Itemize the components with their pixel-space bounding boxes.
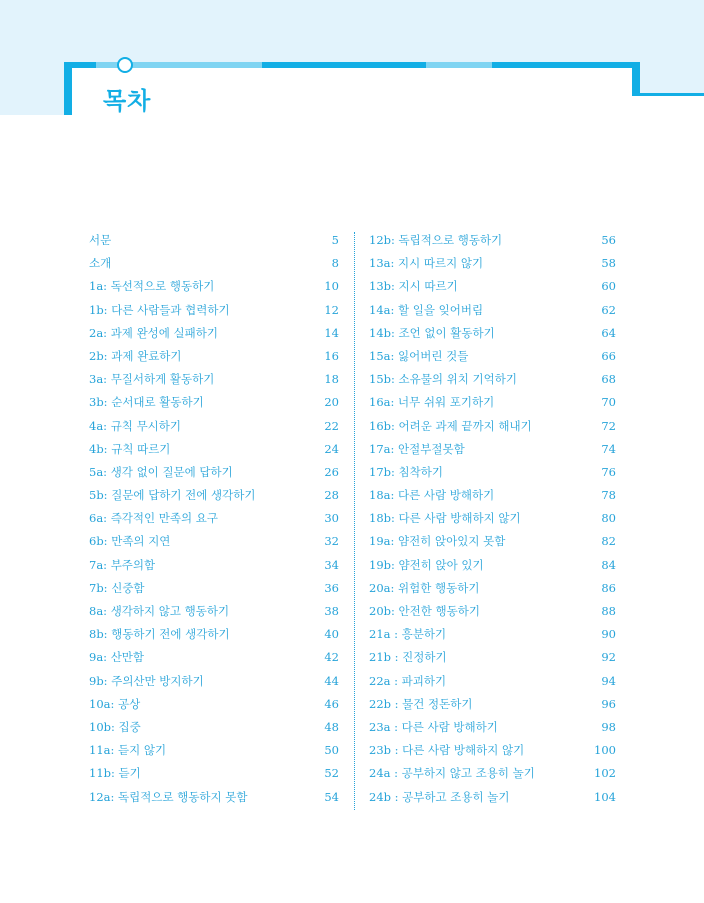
toc-entry-page-number: 24: [324, 441, 339, 456]
toc-entry-page-number: 102: [594, 766, 616, 781]
toc-entry[interactable]: [369, 368, 616, 391]
toc-entry[interactable]: [369, 252, 616, 275]
toc-entry-label: 5b: 질문에 답하기 전에 생각하기: [89, 488, 256, 503]
toc-entry-label: 9a: 산만함: [89, 650, 145, 665]
toc-entry-page-number: 44: [324, 673, 339, 688]
toc-entry-label: 14b: 조언 없이 활동하기: [369, 325, 495, 340]
toc-entry[interactable]: [89, 391, 339, 414]
toc-entry-page-number: 104: [594, 789, 616, 804]
toc-entry-label: 16b: 어려운 과제 끝까지 해내기: [369, 418, 532, 433]
toc-entry[interactable]: [89, 739, 339, 762]
toc-entry[interactable]: [89, 693, 339, 716]
header-frame-left-bar: [64, 62, 72, 115]
toc-entry-page-number: 34: [324, 557, 339, 572]
toc-entry-label: 16a: 너무 쉬워 포기하기: [369, 395, 495, 410]
toc-entry-label: 2a: 과제 완성에 실패하기: [89, 325, 218, 340]
toc-entry-label: 13b: 지시 따르기: [369, 279, 458, 294]
toc-entry[interactable]: [369, 554, 616, 577]
toc-entry-page-number: 28: [324, 488, 339, 503]
toc-entry-label: 7a: 부주의함: [89, 557, 156, 572]
toc-entry-page-number: 74: [601, 441, 616, 456]
toc-entry-label: 12a: 독립적으로 행동하지 못함: [89, 789, 248, 804]
toc-entry[interactable]: [89, 530, 339, 553]
toc-entry[interactable]: [89, 322, 339, 345]
toc-entry-page-number: 82: [601, 534, 616, 549]
toc-entry-page-number: 12: [324, 302, 339, 317]
header-frame-top-bar: [64, 62, 640, 68]
toc-entry[interactable]: [369, 762, 616, 785]
toc-entry[interactable]: [89, 368, 339, 391]
toc-entry-label: 서문: [89, 233, 112, 247]
toc-entry-label: 22b : 물건 정돈하기: [369, 696, 473, 711]
toc-entry[interactable]: [369, 623, 616, 646]
toc-entry[interactable]: [89, 670, 339, 693]
toc-entry[interactable]: [369, 461, 616, 484]
toc-entry-page-number: 58: [601, 256, 616, 271]
toc-entry[interactable]: [369, 739, 616, 762]
toc-entry-label: 15a: 잃어버린 것들: [369, 348, 469, 363]
toc-entry-label: 21b : 진정하기: [369, 650, 447, 665]
toc-entry-label: 소개: [89, 256, 112, 271]
toc-entry[interactable]: [369, 484, 616, 507]
toc-entry-page-number: 96: [601, 696, 616, 711]
toc-entry-label: 13a: 지시 따르지 않기: [369, 256, 484, 271]
toc-entry-label: 2b: 과제 완료하기: [89, 348, 182, 363]
toc-entry[interactable]: [369, 299, 616, 322]
toc-entry-label: 20a: 위험한 행동하기: [369, 580, 480, 595]
toc-entry[interactable]: [369, 600, 616, 623]
toc-entry[interactable]: [369, 322, 616, 345]
toc-entry[interactable]: [89, 577, 339, 600]
toc-entry-label: 24a : 공부하지 않고 조용히 놀기: [369, 766, 535, 781]
toc-entry-page-number: 54: [324, 789, 339, 804]
toc-entry[interactable]: [89, 762, 339, 785]
toc-entry[interactable]: [89, 461, 339, 484]
toc-entry-label: 7b: 신중함: [89, 580, 145, 595]
toc-entry-label: 12b: 독립적으로 행동하기: [369, 233, 503, 247]
toc-entry-page-number: 20: [324, 395, 339, 410]
toc-entry[interactable]: [369, 646, 616, 669]
toc-entry-label: 19b: 얌전히 앉아 있기: [369, 557, 484, 572]
toc-entry[interactable]: [89, 415, 339, 438]
toc-entry-page-number: 88: [601, 604, 616, 618]
toc-entry-page-number: 36: [324, 580, 339, 595]
toc-entry-page-number: 80: [601, 511, 616, 526]
toc-entry-page-number: 22: [324, 418, 339, 433]
toc-entry[interactable]: [369, 786, 616, 809]
toc-entry[interactable]: [89, 345, 339, 368]
toc-entry-label: 23a : 다른 사람 방해하기: [369, 719, 498, 734]
toc-entry[interactable]: [89, 299, 339, 322]
toc-entry-page-number: 98: [601, 719, 616, 734]
toc-entry-page-number: 32: [324, 534, 339, 549]
toc-entry-label: 8b: 행동하기 전에 생각하기: [89, 627, 230, 642]
header-bar-light-segment: [426, 62, 492, 68]
toc-entry-label: 17a: 안절부절못함: [369, 441, 465, 456]
toc-entry[interactable]: [369, 693, 616, 716]
toc-entry-page-number: 50: [324, 743, 339, 758]
toc-entry-label: 24b : 공부하고 조용히 놀기: [369, 789, 510, 804]
toc-entry-label: 3a: 무질서하게 활동하기: [89, 372, 215, 387]
toc-entry-page-number: 14: [324, 325, 339, 340]
toc-entry-page-number: 26: [324, 464, 339, 479]
toc-entry-label: 4b: 규칙 따르기: [89, 441, 171, 456]
toc-entry[interactable]: [89, 275, 339, 298]
toc-entry-page-number: 52: [324, 766, 339, 781]
toc-entry[interactable]: [369, 345, 616, 368]
toc-entry-label: 11a: 듣지 않기: [89, 743, 167, 758]
toc-entry-label: 1b: 다른 사람들과 협력하기: [89, 302, 230, 317]
toc-entry-page-number: 94: [601, 673, 616, 688]
toc-entry-label: 18b: 다른 사람 방해하지 않기: [369, 511, 521, 526]
toc-entry-page-number: 60: [601, 279, 616, 294]
toc-entry-label: 11b: 듣기: [89, 766, 141, 781]
toc-entry-label: 18a: 다른 사람 방해하기: [369, 488, 495, 503]
toc-entry-page-number: 76: [601, 464, 616, 479]
toc-entry-page-number: 16: [324, 348, 339, 363]
toc-entry-label: 9b: 주의산만 방지하기: [89, 673, 204, 688]
toc-entry-page-number: 30: [324, 511, 339, 526]
toc-entry-page-number: 72: [601, 418, 616, 433]
toc-entry-page-number: 90: [601, 627, 616, 642]
toc-entry[interactable]: [369, 415, 616, 438]
toc-entry-page-number: 84: [601, 557, 616, 572]
toc-entry-label: 6b: 만족의 지연: [89, 534, 171, 549]
toc-entry[interactable]: [369, 670, 616, 693]
header-frame-tail-line: [632, 93, 704, 96]
column-divider: [354, 232, 355, 810]
toc-entry-label: 8a: 생각하지 않고 행동하기: [89, 604, 230, 618]
toc-entry[interactable]: [89, 484, 339, 507]
toc-entry[interactable]: [369, 507, 616, 530]
toc-column-right: [369, 229, 616, 809]
toc-entry[interactable]: [89, 507, 339, 530]
toc-column-left: [89, 229, 339, 809]
toc-entry[interactable]: [369, 391, 616, 414]
toc-entry-label: 3b: 순서대로 활동하기: [89, 395, 204, 410]
toc-entry-page-number: 40: [324, 627, 339, 642]
toc-entry-label: 4a: 규칙 무시하기: [89, 418, 182, 433]
toc-entry-label: 21a : 흥분하기: [369, 627, 447, 642]
toc-entry[interactable]: [369, 530, 616, 553]
toc-entry-page-number: 46: [324, 696, 339, 711]
toc-entry-page-number: 8: [331, 256, 339, 271]
toc-entry-label: 5a: 생각 없이 질문에 답하기: [89, 464, 233, 479]
toc-entry[interactable]: [369, 275, 616, 298]
toc-entry-label: 19a: 얌전히 앉아있지 못함: [369, 534, 506, 549]
toc-entry-page-number: 42: [324, 650, 339, 665]
toc-entry[interactable]: [89, 646, 339, 669]
toc-entry-page-number: 64: [601, 325, 616, 340]
toc-entry-page-number: 62: [601, 302, 616, 317]
toc-entry-label: 23b : 다른 사람 방해하지 않기: [369, 743, 525, 758]
toc-entry-label: 14a: 할 일을 잊어버림: [369, 302, 484, 317]
toc-entry-label: 22a : 파괴하기: [369, 673, 447, 688]
toc-entry[interactable]: [89, 623, 339, 646]
toc-entry-page-number: 56: [601, 233, 616, 247]
toc-entry[interactable]: [89, 786, 339, 809]
toc-entry-label: 1a: 독선적으로 행동하기: [89, 279, 215, 294]
toc-entry-page-number: 66: [601, 348, 616, 363]
toc-entry[interactable]: [369, 229, 616, 252]
toc-entry-page-number: 78: [601, 488, 616, 503]
toc-entry-page-number: 38: [324, 604, 339, 618]
toc-entry-page-number: 18: [324, 372, 339, 387]
toc-entry[interactable]: [89, 600, 339, 623]
toc-entry-page-number: 70: [601, 395, 616, 410]
toc-entry-page-number: 68: [601, 372, 616, 387]
toc-entry-page-number: 10: [324, 279, 339, 294]
toc-entry[interactable]: [89, 554, 339, 577]
toc-entry-page-number: 92: [601, 650, 616, 665]
page-title: 목차: [103, 87, 152, 115]
toc-entry[interactable]: [369, 577, 616, 600]
toc-entry-page-number: 100: [594, 743, 616, 758]
toc-entry-label: 10b: 집중: [89, 719, 141, 734]
toc-entry[interactable]: [89, 716, 339, 739]
header-background-cut: [640, 95, 704, 115]
header-frame-right-bar: [632, 62, 640, 96]
toc-entry-page-number: 86: [601, 580, 616, 595]
toc-entry[interactable]: [369, 438, 616, 461]
toc-entry-label: 15b: 소유물의 위치 기억하기: [369, 372, 517, 387]
toc-entry-page-number: 5: [331, 233, 339, 247]
toc-entry[interactable]: [89, 252, 339, 275]
toc-entry-label: 10a: 공상: [89, 696, 141, 711]
toc-entry[interactable]: [369, 716, 616, 739]
toc-entry-label: 20b: 안전한 행동하기: [369, 604, 480, 618]
ring-icon: [117, 57, 133, 73]
toc-entry-page-number: 48: [324, 719, 339, 734]
toc-entry[interactable]: [89, 438, 339, 461]
toc-entry[interactable]: [89, 229, 339, 252]
toc-entry-label: 6a: 즉각적인 만족의 요구: [89, 511, 218, 526]
toc-entry-label: 17b: 침착하기: [369, 464, 443, 479]
